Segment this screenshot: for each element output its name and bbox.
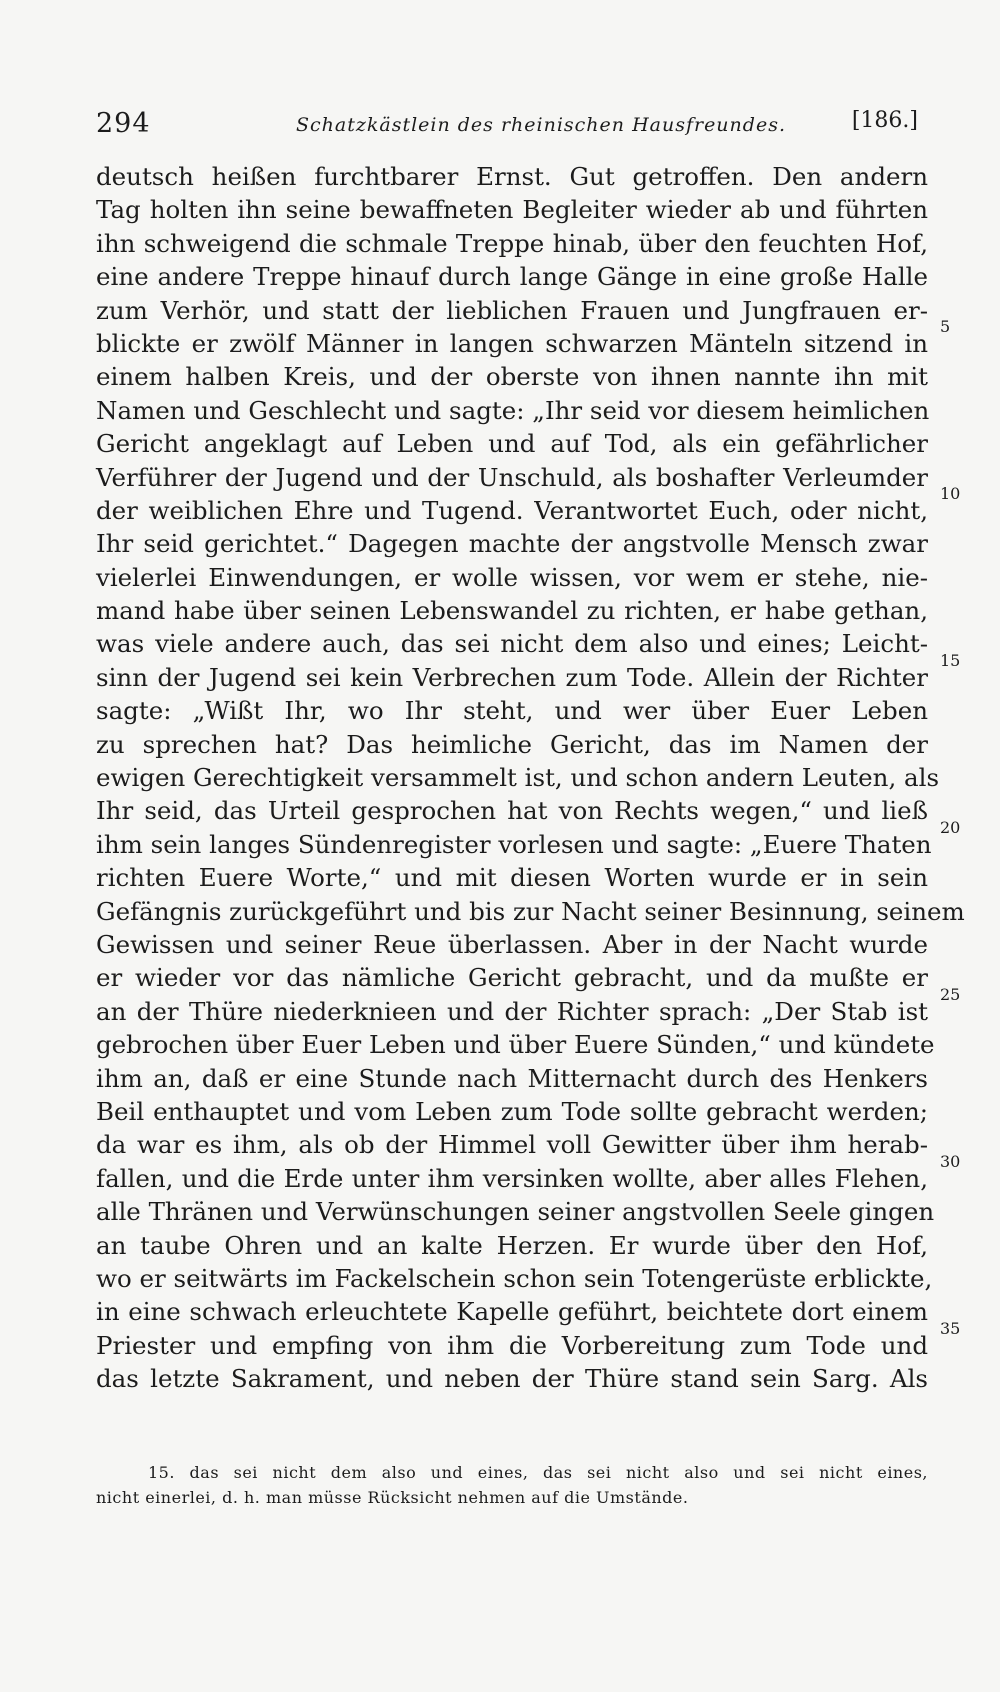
text-line: Gericht angeklagt auf Leben und auf Tod, als ein gefährlicher — [96, 429, 928, 459]
text-line: vielerlei Einwendungen, er wolle wissen, vor wem er stehe, nie- — [96, 562, 928, 592]
text-line: Ihr seid gerichtet.“ Dagegen machte der angstvolle Mensch zwar — [96, 529, 928, 559]
text-line: ihm an, daß er eine Stunde nach Mitternacht durch des Henkers — [96, 1063, 928, 1093]
text-line: zum Verhör, und statt der lieblichen Frauen und Jungfrauen er- — [96, 295, 928, 325]
line-number-5: 5 — [940, 317, 951, 336]
text-line: zu sprechen hat? Das heimliche Gericht, das im Namen der — [96, 729, 928, 759]
footnote-line: nicht einerlei, d. h. man müsse Rücksicht nehmen auf die Umstände. — [96, 1488, 689, 1507]
text-line: der weiblichen Ehre und Tugend. Verantwortet Euch, oder nicht, — [96, 495, 928, 525]
text-line: deutsch heißen furchtbarer Ernst. Gut getroffen. Den andern — [96, 162, 928, 191]
text-line: das letzte Sakrament, und neben der Thüre stand sein Sarg. Als — [96, 1364, 928, 1394]
text-line: mand habe über seinen Lebenswandel zu richten, er habe gethan, — [96, 596, 928, 626]
text-line: da war es ihm, als ob der Himmel voll Gewitter über ihm herab- — [96, 1130, 928, 1160]
text-line: Tag holten ihn seine bewaffneten Begleiter wieder ab und führten — [96, 195, 928, 225]
text-line: an der Thüre niederknieen und der Richter sprach: „Der Stab ist — [96, 996, 928, 1026]
text-line: ihm sein langes Sündenregister vorlesen und sagte: „Euere Thaten — [96, 829, 932, 859]
text-line: ewigen Gerechtigkeit versammelt ist, und schon andern Leuten, als — [96, 763, 940, 793]
text-line: eine andere Treppe hinauf durch lange Gänge in eine große Halle — [96, 262, 928, 292]
text-line: Priester und empfing von ihm die Vorbereitung zum Tode und — [96, 1330, 928, 1360]
text-line: fallen, und die Erde unter ihm versinken wollte, aber alles Flehen, — [96, 1163, 928, 1193]
text-line: einem halben Kreis, und der oberste von ihnen nannte ihn mit — [96, 362, 928, 392]
page-header — [96, 108, 924, 142]
text-line: alle Thränen und Verwünschungen seiner angstvollen Seele gingen — [96, 1197, 935, 1227]
line-number-20: 20 — [940, 818, 961, 837]
text-line: wo er seitwärts im Fackelschein schon sein Totengerüste erblickte, — [96, 1263, 933, 1293]
text-line: an taube Ohren und an kalte Herzen. Er wurde über den Hof, — [96, 1230, 928, 1260]
text-line: Gewissen und seiner Reue überlassen. Aber in der Nacht wurde — [96, 929, 928, 959]
text-line: in eine schwach erleuchtete Kapelle geführt, beichtete dort einem — [96, 1297, 928, 1327]
text-line: Ihr seid, das Urteil gesprochen hat von Rechts wegen,“ und ließ — [96, 796, 928, 826]
footnote — [96, 1460, 928, 1510]
footnote-line: 15. das sei nicht dem also und eines, das sei nicht also und sei nicht eines, — [148, 1463, 928, 1482]
text-line: sinn der Jugend sei kein Verbrechen zum Tode. Allein der Richter — [96, 662, 928, 692]
text-line: Gefängnis zurückgeführt und bis zur Nacht seiner Besinnung, seinem — [96, 896, 965, 926]
text-line: blickte er zwölf Männer in langen schwarzen Mänteln sitzend in — [96, 328, 928, 358]
text-line: Verführer der Jugend und der Unschuld, als boshafter Verleumder — [96, 462, 928, 492]
line-number-30: 30 — [940, 1152, 961, 1171]
page-number: 294 — [96, 108, 151, 139]
text-line: richten Euere Worte,“ und mit diesen Worten wurde er in sein — [96, 863, 928, 893]
line-number-35: 35 — [940, 1319, 961, 1338]
text-line: gebrochen über Euer Leben und über Euere Sünden,“ und kündete — [96, 1030, 935, 1060]
text-line: was viele andere auch, das sei nicht dem also und eines; Leicht- — [96, 629, 928, 659]
reference-number: [186.] — [851, 108, 918, 133]
line-number-10: 10 — [940, 484, 961, 503]
text-line: er wieder vor das nämliche Gericht gebracht, und da mußte er — [96, 963, 928, 993]
text-line: ihn schweigend die schmale Treppe hinab, über den feuchten Hof, — [96, 228, 928, 258]
running-title: Schatzkästlein des rheinischen Hausfreundes. — [296, 114, 786, 136]
text-line: Namen und Geschlecht und sagte: „Ihr seid vor diesem heimlichen — [96, 395, 930, 425]
line-number-25: 25 — [940, 985, 961, 1004]
text-line: Beil enthauptet und vom Leben zum Tode sollte gebracht werden; — [96, 1096, 928, 1126]
text-line: sagte: „Wißt Ihr, wo Ihr steht, und wer über Euer Leben — [96, 696, 928, 726]
line-number-15: 15 — [940, 651, 961, 670]
